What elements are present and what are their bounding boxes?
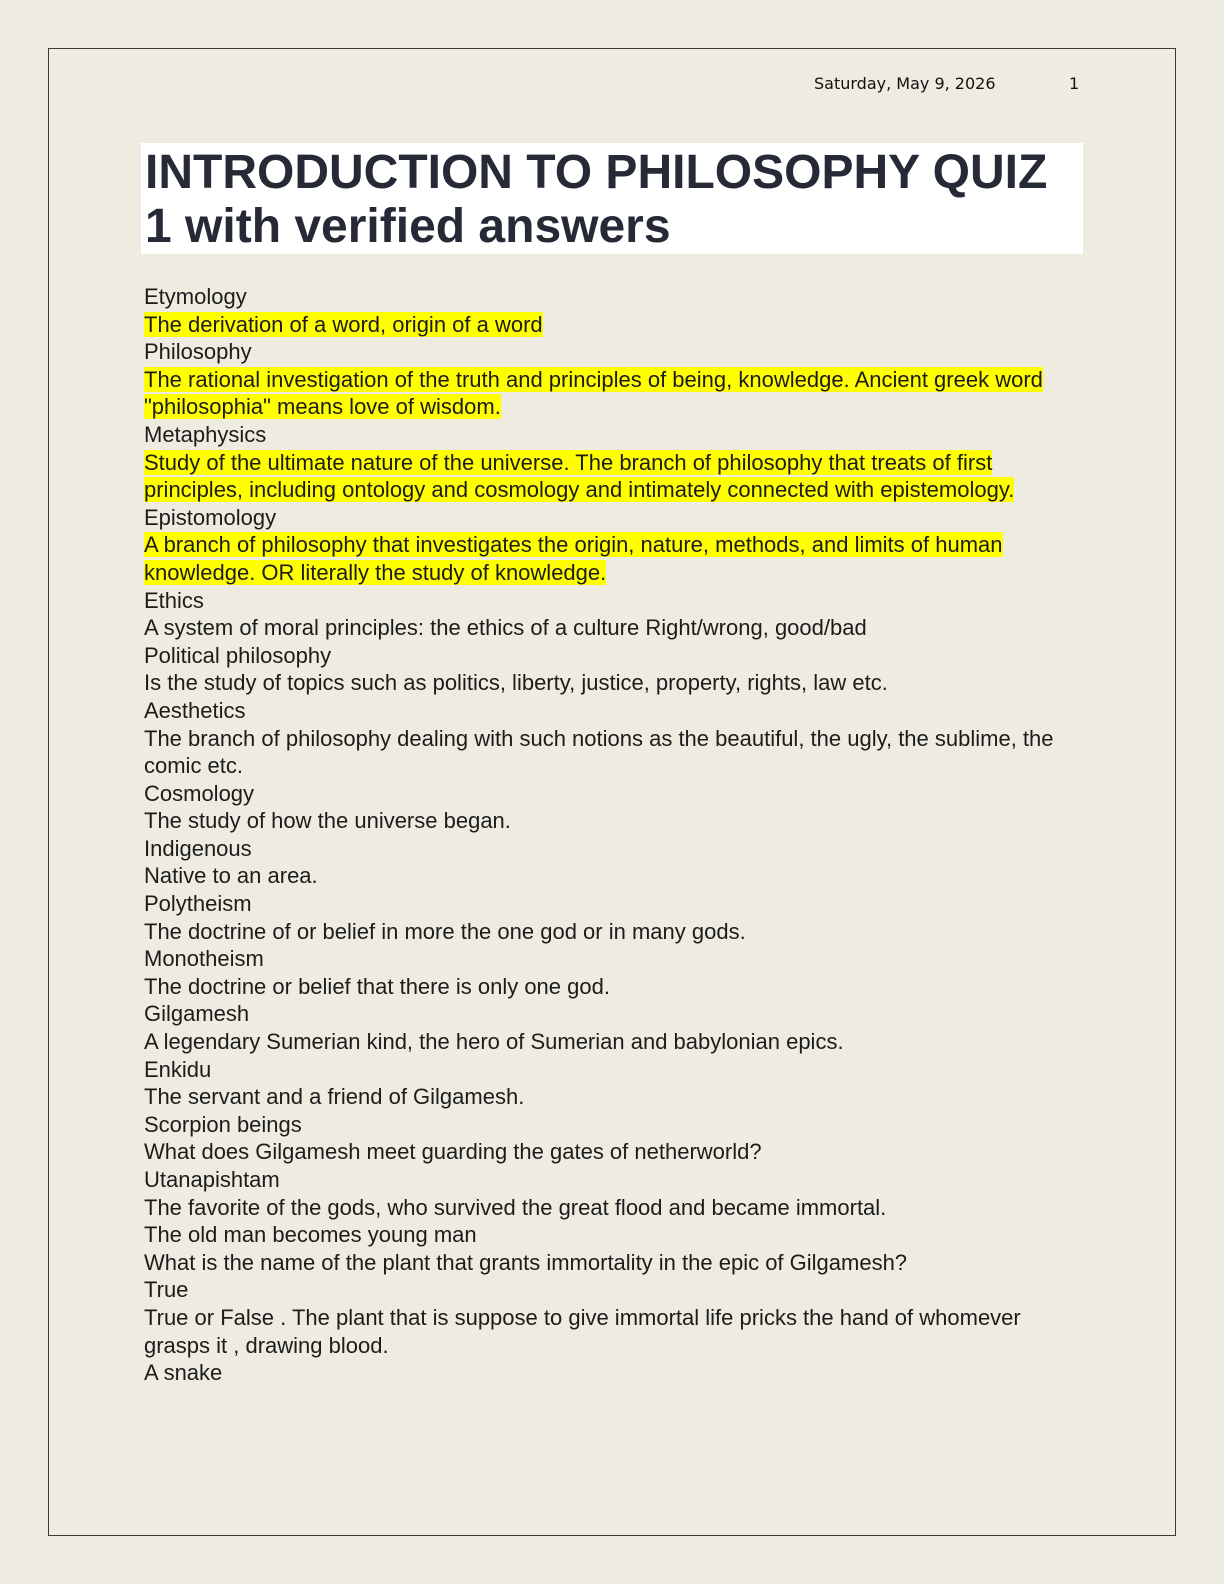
entry-definition: What is the name of the plant that grants immortality in the epic of Gilgamesh?: [144, 1249, 908, 1275]
entry-term: Monotheism: [144, 946, 264, 972]
entry-ethics: [144, 587, 1074, 642]
entry-definition: What does Gilgamesh meet guarding the gates of netherworld?: [144, 1139, 762, 1165]
entry-term: Scorpion beings: [144, 1111, 302, 1137]
entry-definition-wrap: [144, 449, 1074, 504]
entry-definition-wrap: [144, 311, 1074, 339]
entry-etymology: [144, 283, 1074, 338]
entry-term: The old man becomes young man: [144, 1222, 477, 1248]
title-box: [141, 143, 1083, 254]
document-title: INTRODUCTION TO PHILOSOPHY QUIZ 1 with verified answers: [145, 146, 1048, 253]
entry-definition: The doctrine of or belief in more the one god or in many gods.: [144, 918, 746, 944]
entry-definition: A legendary Sumerian kind, the hero of Sumerian and babylonian epics.: [144, 1029, 844, 1055]
entry-epistomology: [144, 504, 1074, 587]
entry-monotheism: [144, 945, 1074, 1000]
page-number: 1: [1069, 74, 1080, 93]
entry-enkidu: [144, 1056, 1074, 1111]
entry-aesthetics: [144, 697, 1074, 780]
entry-gilgamesh: [144, 1000, 1074, 1055]
entry-philosophy: [144, 338, 1074, 421]
quiz-content: [144, 283, 1074, 1387]
entry-indigenous: [144, 835, 1074, 890]
entry-definition: The servant and a friend of Gilgamesh.: [144, 1084, 525, 1110]
entry-definition: A system of moral principles: the ethics of a culture Right/wrong, good/bad: [144, 615, 867, 641]
entry-definition: The favorite of the gods, who survived the great flood and became immortal.: [144, 1194, 887, 1220]
entry-term: Utanapishtam: [144, 1167, 280, 1192]
entry-term: Epistomology: [144, 504, 277, 530]
entry-term: Metaphysics: [144, 421, 267, 447]
entry-term: Enkidu: [144, 1056, 212, 1082]
entry-term: Polytheism: [144, 891, 252, 917]
entry-term: Ethics: [144, 587, 204, 613]
entry-term: Philosophy: [144, 339, 252, 365]
entry-polytheism: [144, 890, 1074, 945]
entry-definition: The derivation of a word, origin of a word: [144, 311, 543, 337]
entry-political-philosophy: [144, 642, 1074, 697]
entry-a-snake: [144, 1359, 1074, 1387]
entry-scorpion-beings: [144, 1111, 1074, 1166]
entry-cosmology: [144, 780, 1074, 835]
entry-utanapishtam: [144, 1166, 1074, 1221]
entry-term: Gilgamesh: [144, 1001, 250, 1027]
entry-definition-wrap: [144, 366, 1074, 421]
entry-old-man-young-man: [144, 1221, 1074, 1276]
entry-definition: Is the study of topics such as politics, liberty, justice, property, rights, law etc.: [144, 670, 888, 696]
entry-term: Aesthetics: [144, 697, 246, 723]
entry-definition: True or False . The plant that is suppose to give immortal life pricks the hand of whomever grasps it , drawing blood.: [144, 1304, 1021, 1358]
entry-metaphysics: [144, 421, 1074, 504]
entry-true: [144, 1276, 1074, 1359]
entry-term: Etymology: [144, 284, 247, 309]
entry-definition: The branch of philosophy dealing with such notions as the beautiful, the ugly, the sublime, the comic etc.: [144, 725, 1054, 779]
entry-definition-wrap: [144, 531, 1074, 586]
header-date: Saturday, May 9, 2026: [814, 74, 996, 93]
entry-definition: Study of the ultimate nature of the universe. The branch of philosophy that treats of first principles, including ontology and cosmology and intimately connected with epistemology.: [144, 449, 1015, 503]
entry-term: A snake: [144, 1360, 223, 1386]
entry-definition: Native to an area.: [144, 863, 318, 889]
entry-definition: The rational investigation of the truth and principles of being, knowledge. Ancient greek word "philosophia" means love of wisdom.: [144, 366, 1043, 420]
entry-term: Cosmology: [144, 780, 255, 806]
entry-term: Indigenous: [144, 835, 252, 861]
entry-definition: A branch of philosophy that investigates the origin, nature, methods, and limits of human knowledge. OR literally the study of knowledge.: [144, 532, 1003, 585]
entry-definition: The doctrine or belief that there is only one god.: [144, 973, 610, 999]
entry-term: True: [144, 1277, 189, 1303]
entry-definition: The study of how the universe began.: [144, 808, 511, 834]
entry-term: Political philosophy: [144, 642, 332, 668]
